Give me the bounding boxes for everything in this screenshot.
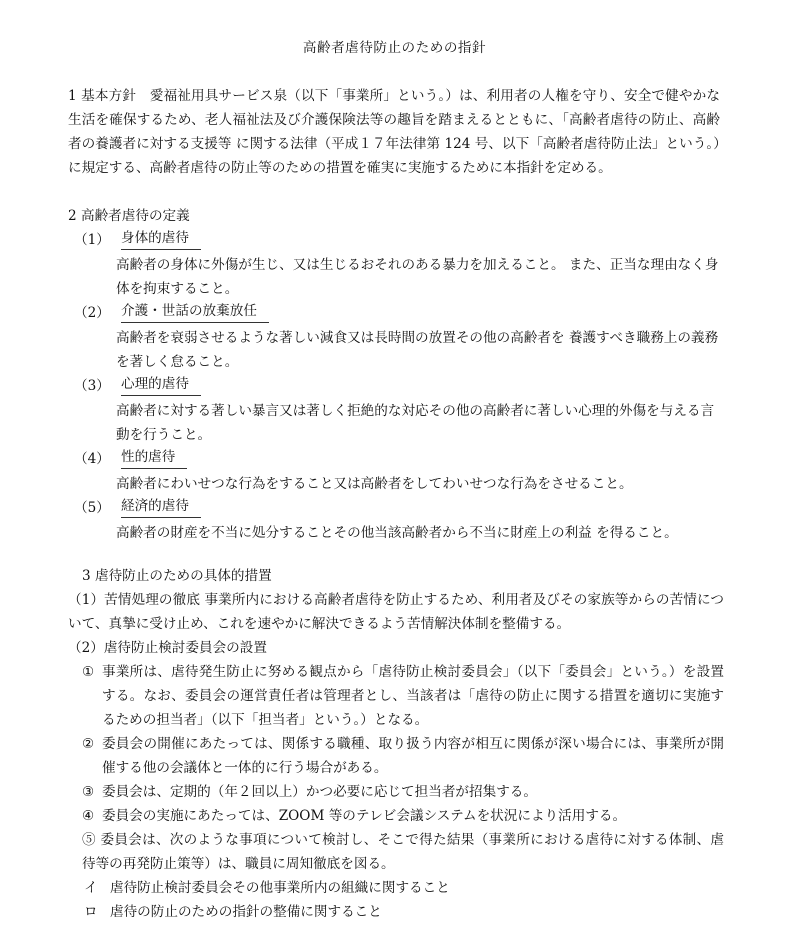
definition-number: （5） [74,500,110,516]
circled-item [68,732,724,780]
circled-text: 事業所は、虐待発生防止に努める観点から「虐待防止検討委員会」（以下「委員会」という。）を設置する。なお、委員会の運営責任者は管理者とし、当該者は「虐待の防止に関する措置を適切に実施するための担当者」（以下「担当者」という。）となる。 [102,664,724,728]
circled-mark: ① [82,664,95,680]
definition-term: 身体的虐待 [121,228,201,250]
circled-item [68,804,724,828]
topic-item [68,876,724,900]
definition-number: （2） [74,305,110,321]
definition-term: 経済的虐待 [121,496,201,518]
definition-item [68,447,720,496]
document-title: 高齢者虐待防止のための指針 [302,40,487,56]
definition-item [68,301,720,374]
definition-item [68,374,720,447]
committee-subheading: （2）虐待防止検討委員会の設置 [68,640,267,656]
section2-definitions [68,204,720,545]
topic-text: 虐待の防止のための指針の整備に関すること [110,904,382,920]
definition-term: 性的虐待 [121,447,187,469]
definition-number: （3） [74,378,110,394]
circled-item [68,780,724,804]
topic-item [68,900,724,924]
definition-term: 心理的虐待 [121,374,201,396]
circled-mark: ④ [82,808,95,824]
topic-text: 虐待防止検討委員会その他事業所内の組織に関すること [110,880,450,896]
definition-item [68,228,720,301]
circled-text: 委員会は、定期的（年２回以上）かつ必要に応じて担当者が招集する。 [102,784,537,800]
circled-item [68,660,724,732]
definition-body: 高齢者の財産を不当に処分することその他当該高齢者から不当に財産上の利益 を得ること。 [116,525,678,541]
definition-number: （4） [74,451,110,467]
topic-mark: イ [84,880,98,896]
section1-basic-policy: 1 基本方針 愛福祉用具サービス泉（以下「事業所」という。）は、利用者の人権を守り、安全で健やかな生活を確保するため、老人福祉法及び介護保険法等の趣旨を踏まえるとともに、「高齢者虐待の防止、高齢者の養護者に対する支援等 に関する法律（平成１７年法律第 124 号、以下「高齢者虐待防止法」という。）に規定する、高齢者虐待の防止等のための措置を確実に実施するために本指針を定める。 [68,88,720,176]
circled-mark: ③ [82,784,95,800]
definition-term: 介護・世話の放棄放任 [121,301,269,323]
definition-body: 高齢者にわいせつな行為をすること又は高齢者をしてわいせつな行為をさせること。 [116,476,633,492]
section3-heading: 3 虐待防止のための具体的措置 [82,568,272,584]
section2-heading: 2 高齢者虐待の定義 [68,208,190,224]
topic-mark: ロ [84,904,98,920]
committee-topics-paragraph: ⑤ 委員会は、次のような事項について検討し、そこで得た結果（事業所における虐待に対する体制、虐待等の再発防止策等）は、職員に周知徹底を図る。 [82,832,724,872]
definition-number: （1） [74,232,110,248]
definition-body: 高齢者に対する著しい暴言又は著しく拒絶的な対応その他の高齢者に著しい心理的外傷を与える言動を行うこと。 [116,403,715,443]
circled-mark: ② [82,736,95,752]
definition-body: 高齢者の身体に外傷が生じ、又は生じるおそれのある暴力を加えること。 また、正当な理由なく身体を拘束すること。 [116,257,719,297]
section3-measures [68,564,724,924]
circled-text: 委員会の実施にあたっては、ZOOM 等のテレビ会議システムを状況により活用する。 [102,808,627,824]
circled-text: 委員会の開催にあたっては、関係する職種、取り扱う内容が相互に関係が深い場合には、事業所が開催する他の会議体と一体的に行う場合がある。 [102,736,724,776]
definition-body: 高齢者を衰弱させるような著しい減食又は長時間の放置その他の高齢者を 養護すべき職務上の義務を著しく怠ること。 [116,330,719,370]
definition-item [68,496,720,545]
complaint-handling-paragraph: （1）苦情処理の徹底 事業所内における高齢者虐待を防止するため、利用者及びその家族等からの苦情について、真摯に受け止め、これを速やかに解決できるよう苦情解決体制を整備する。 [68,592,724,632]
